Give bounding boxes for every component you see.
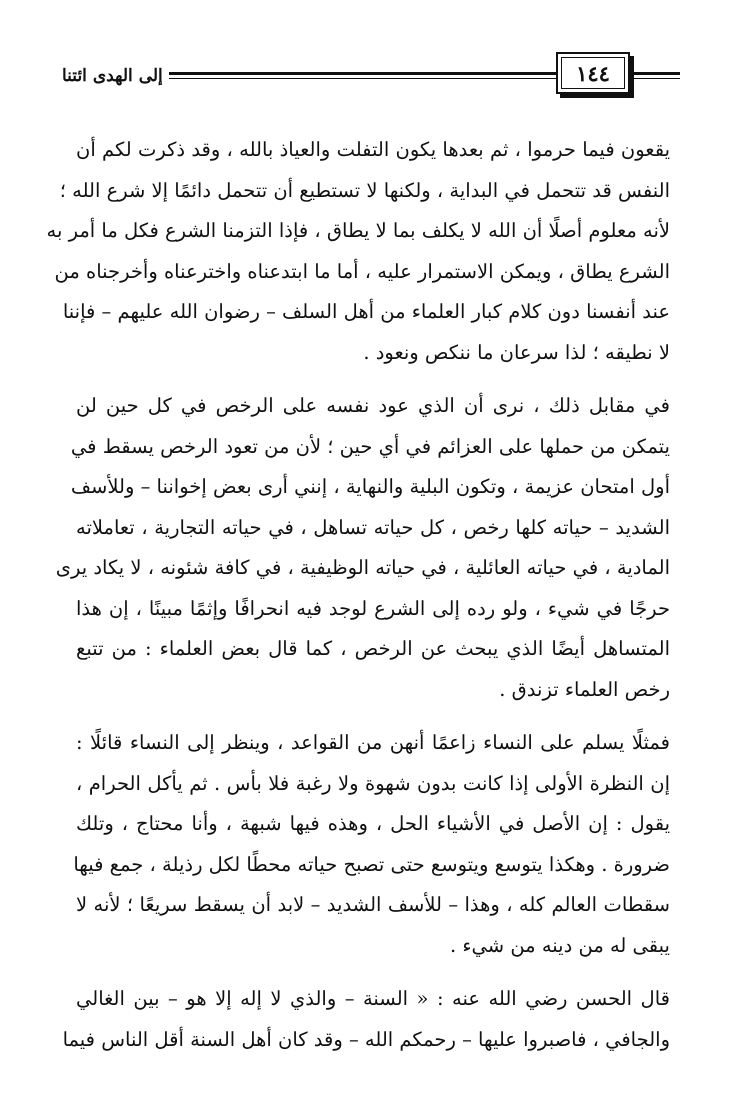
text-line: الشرع يطاق ، ويمكن الاستمرار عليه ، أما ما ابتدعناه واخترعناه وأخرجناه من bbox=[54, 259, 670, 283]
paragraph bbox=[55, 386, 670, 710]
paragraph bbox=[62, 979, 670, 1060]
page-number-box bbox=[556, 52, 630, 94]
text-line: لأنه معلوم أصلًا أن الله لا يكلف بما لا يطاق ، فإذا التزمنا الشرع فكل ما أمر به bbox=[46, 219, 670, 242]
text-line: يقول : إن الأصل في الأشياء الحل ، وهذه فيها شبهة ، وأنا محتاج ، وتلك bbox=[76, 812, 670, 835]
text-line: والجافي ، فاصبروا عليها – رحمكم الله – وقد كان أهل السنة أقل الناس فيما bbox=[62, 1027, 670, 1051]
text-line: رخص العلماء تزندق . bbox=[499, 677, 670, 701]
page-number: ١٤٤ bbox=[576, 60, 610, 86]
text-line: قال الحسن رضي الله عنه : « السنة – والذي لا إله إلا هو – بين الغالي bbox=[76, 987, 670, 1010]
text-line: يبقى له من دينه من شيء . bbox=[449, 933, 670, 957]
running-title: إلى الهدى ائتنا bbox=[62, 66, 169, 86]
text-line: يتمكن من حملها على العزائم في أي حين ؛ لأن من تعود الرخص يسقط في bbox=[70, 434, 670, 458]
text-line: عند أنفسنا دون كلام كبار العلماء من أهل السلف – رضوان الله عليهم – فإننا bbox=[62, 300, 670, 323]
body-text bbox=[46, 130, 670, 1073]
text-line: المتساهل أيضًا الذي يبحث عن الرخص ، كما قال بعض العلماء : من تتبع bbox=[76, 637, 670, 660]
text-line: ضرورة . وهكذا يتوسع ويتوسع حتى تصبح حياته محطًا لكل رذيلة ، جمع فيها bbox=[73, 852, 670, 876]
text-line: إن النظرة الأولى إذا كانت بدون شهوة ولا رغبة فلا بأس . ثم يأكل الحرام ، bbox=[76, 771, 670, 795]
paragraph bbox=[46, 130, 670, 373]
text-line: المادية ، في حياته العائلية ، في حياته الوظيفية ، في كافة شئونه ، لا يكاد يرى bbox=[55, 556, 670, 579]
text-line: فمثلًا يسلم على النساء زاعمًا أنهن من القواعد ، وينظر إلى النساء قائلًا : bbox=[76, 731, 670, 754]
text-line: في مقابل ذلك ، نرى أن الذي عود نفسه على الرخص في كل حين لن bbox=[76, 394, 670, 417]
text-line: الشديد – حياته كلها رخص ، كل حياته تساهل ، في حياته التجارية ، تعاملاته bbox=[76, 515, 670, 539]
text-line: أول امتحان عزيمة ، وتكون البلية والنهاية ، إنني أرى بعض إخواننا – وللأسف bbox=[70, 475, 670, 498]
text-line: النفس قد تتحمل في البداية ، ولكنها لا تستطيع أن تتحمل دائمًا إلا شرع الله ؛ bbox=[59, 178, 670, 202]
page-number-frame bbox=[561, 57, 625, 89]
paragraph bbox=[73, 723, 670, 966]
text-line: حرجًا في شيء ، ولو رده إلى الشرع لوجد فيه انحرافًا وإثمًا مبينًا ، إن هذا bbox=[76, 596, 670, 620]
page-header bbox=[62, 50, 680, 100]
text-line: سقطات العالم كله ، وهذا – للأسف الشديد – لابد أن يسقط سريعًا ؛ لأنه لا bbox=[76, 893, 670, 916]
text-line: يقعون فيما حرموا ، ثم بعدها يكون التفلت والعياذ بالله ، وقد ذكرت لكم أن bbox=[76, 138, 670, 161]
text-line: لا نطيقه ؛ لذا سرعان ما ننكص ونعود . bbox=[363, 340, 670, 364]
